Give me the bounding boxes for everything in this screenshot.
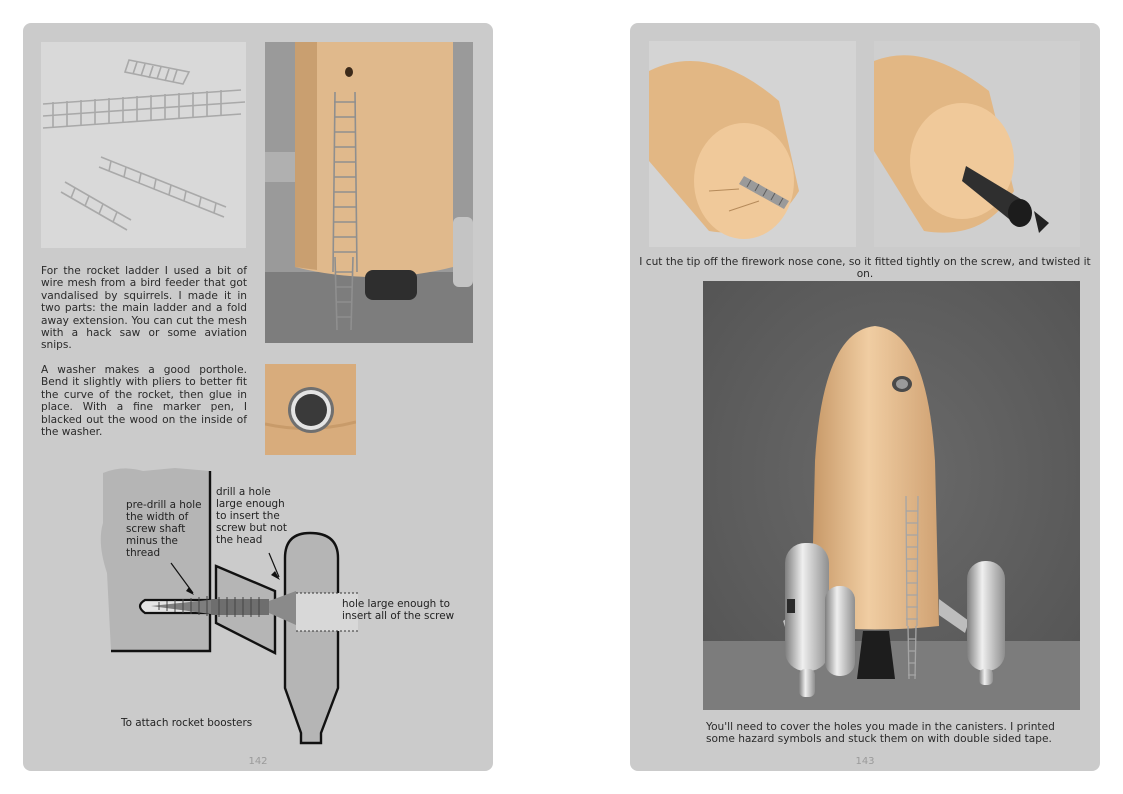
predrill-label: pre-drill a hole the width of screw shaft minus the thread [126, 499, 202, 559]
screw-nose-photo [649, 41, 856, 247]
booster-diagram [93, 463, 473, 753]
drill-hole-label: drill a hole large enough to insert the screw but not the head [216, 486, 287, 546]
diagram-caption: To attach rocket boosters [121, 717, 253, 729]
wire-mesh-photo [41, 42, 246, 248]
nose-cone-tip-photo [874, 41, 1080, 247]
ladder-paragraph: For the rocket ladder I used a bit of wire mesh from a bird feeder that got vandalised by squirrels. I made it in two parts: the main ladder and a fold away extension. You can cut the mesh with a hack saw or some aviation snips. [41, 265, 247, 352]
final-caption: You'll need to cover the holes you made in the canisters. I printed some hazard symbols and stuck them on with double sided tape. [706, 721, 1055, 746]
right-page [630, 23, 1100, 771]
washer-paragraph: A washer makes a good porthole. Bend it slightly with pliers to better fit the curve of the rocket, then glue in place. With a fine marker pen, I blacked out the wood on the inside of the washer. [41, 364, 247, 439]
screw-hole-label: hole large enough to insert all of the screw [342, 598, 455, 622]
page-number-right: 143 [855, 756, 875, 767]
page-number-left: 142 [248, 756, 268, 767]
left-page [23, 23, 493, 771]
finished-rocket-photo [703, 281, 1080, 710]
rocket-ladder-photo [265, 42, 473, 343]
porthole-photo [265, 364, 356, 455]
nose-cone-caption: I cut the tip off the firework nose cone, so it fitted tightly on the screw, and twisted it on. [639, 256, 1091, 281]
